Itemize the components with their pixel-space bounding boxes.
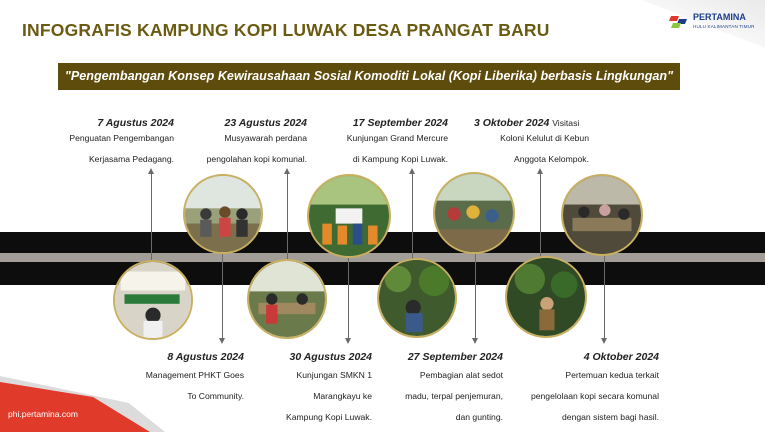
event-photo [433,172,515,254]
logo-name: PERTAMINA [693,12,746,22]
event-date: 23 Agustus 2024 [224,117,307,129]
event-description: Pertemuan kedua terkait pengelolaan kopi secara komunal dengan sistem bagi hasil. [530,370,659,422]
subtitle-banner [58,63,680,90]
page-title: INFOGRAFIS KAMPUNG KOPI LUWAK DESA PRANGAT BARU [22,20,550,40]
event-date: 3 Oktober 2024 Visitasi [474,117,580,129]
arrow-connector [287,172,288,272]
event-description: Kunjungan SMKN 1 Marangkayu ke Kampung Kopi Luwak. [286,370,372,422]
event-date: 27 September 2024 [407,351,503,363]
event-photo [307,174,391,258]
subtitle-text: "Pengembangan Konsep Kewirausahaan Sosial Komoditi Lokal (Kopi Liberika) berbasis Lingkungan" [64,69,674,83]
event-description: Kunjungan Grand Mercure di Kampung Kopi Luwak. [346,133,448,164]
event-date: 7 Agustus 2024 [97,117,174,129]
event-photo [113,260,193,340]
event-description: Musyawarah perdana pengolahan kopi komunal. [206,133,307,164]
event-photo [247,259,327,339]
event-description: Penguatan Pengembangan Kerjasama Pedagang. [69,133,174,164]
event-description: Koloni Kelulut di Kebun Anggota Kelompok. [500,133,589,164]
logo-subtitle: HULU KALIMANTAN TIMUR [693,24,755,29]
timeline-rail [0,253,765,262]
event-photo [505,256,587,338]
arrow-connector [412,172,413,272]
event-date: 8 Agustus 2024 [167,351,244,363]
event-date: 17 September 2024 [352,117,448,129]
footer-website-link[interactable]: phi.pertamina.com [8,409,78,419]
event-date: 4 Oktober 2024 [583,351,659,363]
event-description: Management PHKT Goes To Community. [145,370,244,401]
event-date: 30 Agustus 2024 [289,351,372,363]
event-photo [183,174,263,254]
event-description: Pembagian alat sedot madu, terpal penjemuran, dan gunting. [405,370,503,422]
event-photo [377,258,457,338]
event-photo [561,174,643,256]
event-inline-text: Visitasi [552,118,580,128]
arrow-connector [151,172,152,272]
